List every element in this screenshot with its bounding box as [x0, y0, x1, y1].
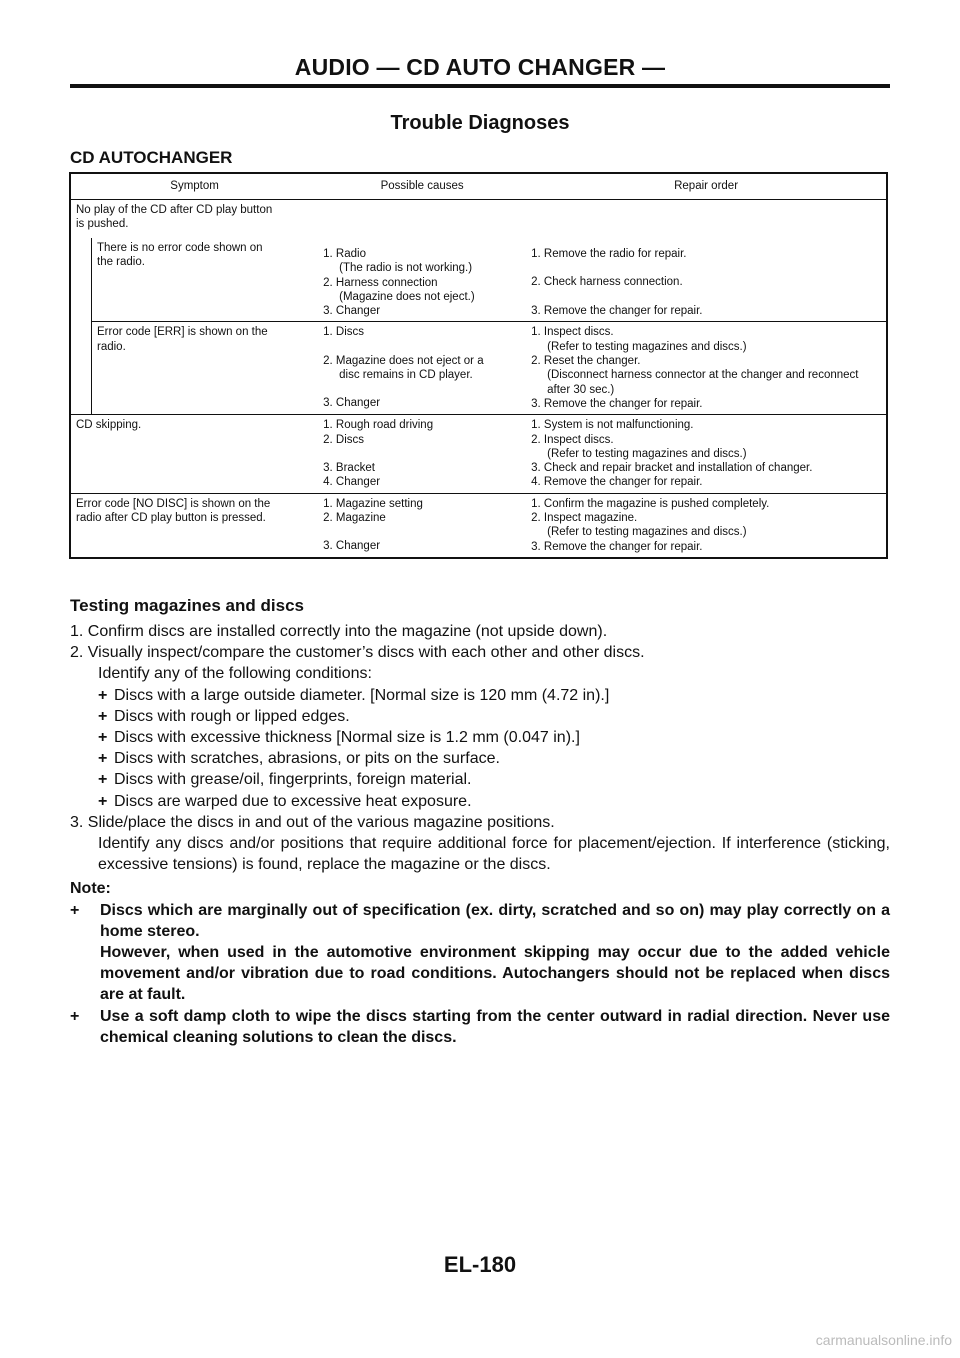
repair-text: 1. Inspect discs. [531, 326, 614, 339]
cause-text: 3. Changer [323, 397, 381, 410]
note-label: Note: [70, 880, 111, 898]
cause-text: 2. Magazine does not eject or a [323, 354, 484, 367]
sub-symptom-cell [92, 238, 319, 322]
symptom-cell [70, 415, 318, 493]
page-header-title: AUDIO — CD AUTO CHANGER — [294, 54, 666, 80]
step-subtext: Identify any of the following conditions: [98, 665, 372, 683]
bullet-text: Discs with excessive thickness [Normal size is 1.2 mm (0.047 in).] [114, 729, 580, 747]
symptom-text: There is no error code shown on [97, 241, 263, 254]
bullet-mark: + [98, 707, 108, 725]
cause-text: (Magazine does not eject.) [339, 290, 475, 303]
watermark: carmanualsonline.info [815, 1332, 952, 1348]
causes-cell [318, 415, 526, 493]
repair-cell [526, 200, 887, 322]
note-text: Discs which are marginally out of specification (ex. dirty, scratched and so on) may play correctly on a home stereo. [100, 901, 890, 940]
symptom-text: Error code [NO DISC] is shown on the [76, 497, 271, 510]
cause-text: (The radio is not working.) [339, 262, 473, 275]
cause-text: 2. Harness connection [323, 276, 438, 289]
table-row [70, 415, 887, 493]
symptom-text: CD skipping. [76, 419, 142, 432]
sub-symptom-cell [92, 322, 319, 415]
bullet-mark: + [98, 792, 108, 810]
symptom-text: radio after CD play button is pressed. [76, 512, 266, 525]
repair-text: 3. Check and repair bracket and installation of changer. [531, 462, 813, 475]
list-item [70, 748, 890, 769]
list-item [70, 791, 890, 812]
cause-text: 2. Magazine [323, 512, 386, 525]
causes-cell [318, 322, 526, 415]
note-item [70, 900, 890, 1006]
trouble-diagnoses-table [69, 172, 888, 559]
list-item [70, 769, 890, 790]
symptom-cell [70, 200, 318, 238]
bullet-text: Discs with grease/oil, fingerprints, foreign material. [114, 771, 472, 789]
cause-text: 4. Changer [323, 476, 381, 489]
step-text: 1. Confirm discs are installed correctly into the magazine (not upside down). [70, 623, 608, 640]
symptom-text: the radio. [97, 255, 145, 268]
bullet-text: Discs with a large outside diameter. [Normal size is 120 mm (4.72 in).] [114, 686, 610, 704]
repair-text: (Disconnect harness connector at the changer and reconnect [547, 369, 859, 382]
repair-text: 2. Reset the changer. [531, 355, 641, 368]
bullet-mark: + [98, 750, 108, 768]
symptom-text: Error code [ERR] is shown on the [97, 326, 268, 339]
testing-procedure [70, 621, 890, 1048]
bullet-mark: + [70, 901, 80, 919]
header-repair-order: Repair order [526, 173, 887, 200]
note-item [70, 1006, 890, 1048]
symptom-cell [70, 493, 318, 558]
header-rule [70, 84, 890, 88]
list-item [70, 727, 890, 748]
cause-text: 3. Changer [323, 540, 381, 553]
repair-cell [526, 493, 887, 558]
repair-text: 4. Remove the changer for repair. [531, 476, 703, 489]
symptom-text: is pushed. [76, 218, 129, 231]
step-text: 2. Visually inspect/compare the customer’s discs with each other and other discs. [70, 644, 645, 662]
header-possible-causes: Possible causes [318, 173, 526, 200]
subsection-heading: Testing magazines and discs [70, 596, 304, 615]
step-text: 3. Slide/place the discs in and out of the various magazine positions. [70, 813, 555, 831]
repair-cell [526, 415, 887, 493]
bullet-text: Discs with scratches, abrasions, or pits on the surface. [114, 750, 500, 768]
step-subtext: Identify any discs and/or positions that require additional force for placement/ejection. If interference (sticking, excessive tensions) is found, replace the magazine or the discs. [98, 835, 890, 874]
repair-text: (Refer to testing magazines and discs.) [547, 340, 747, 353]
bullet-text: Discs are warped due to excessive heat exposure. [114, 792, 472, 810]
bullet-mark: + [98, 729, 108, 747]
cause-text: disc remains in CD player. [339, 369, 473, 382]
page-title: Trouble Diagnoses [390, 112, 570, 134]
causes-cell [318, 200, 526, 322]
note-text: Use a soft damp cloth to wipe the discs starting from the center outward in radial direction. Never use chemical cleaning solutions to clean the discs. [100, 1007, 890, 1046]
repair-text: 3. Remove the changer for repair. [531, 540, 703, 553]
list-item [70, 706, 890, 727]
repair-text: 1. Remove the radio for repair. [531, 248, 687, 260]
cause-text: 1. Discs [323, 326, 365, 339]
cause-text: 1. Radio [323, 248, 366, 260]
page-number: EL-180 [443, 1252, 517, 1277]
causes-cell [318, 493, 526, 558]
repair-text: 1. Confirm the magazine is pushed completely. [531, 497, 770, 510]
repair-text: 2. Inspect magazine. [531, 512, 638, 525]
table-header-row [70, 173, 887, 200]
repair-text: after 30 sec.) [547, 383, 615, 396]
cause-text: 2. Discs [323, 433, 365, 446]
repair-text: 3. Remove the changer for repair. [531, 397, 703, 410]
cause-text: 1. Magazine setting [323, 497, 423, 510]
note-text: However, when used in the automotive environment skipping may occur due to the added vehicle movement and/or vibration due to road conditions. Autochangers should not be replaced when discs are at fault. [100, 944, 890, 1004]
symptom-text: No play of the CD after CD play button [76, 204, 273, 216]
section-heading: CD AUTOCHANGER [70, 148, 233, 167]
cause-text: 3. Bracket [323, 461, 375, 474]
bullet-mark: + [70, 1007, 80, 1025]
table-row [70, 200, 887, 238]
cause-text: 1. Rough road driving [323, 419, 434, 432]
bullet-mark: + [98, 686, 108, 704]
repair-text: 2. Check harness connection. [531, 276, 683, 289]
repair-text: 3. Remove the changer for repair. [531, 304, 703, 317]
bullet-text: Discs with rough or lipped edges. [114, 707, 350, 725]
header-symptom: Symptom [70, 173, 318, 200]
table-row [70, 493, 887, 558]
symptom-text: radio. [97, 340, 126, 353]
repair-cell [526, 322, 887, 415]
list-item [70, 685, 890, 706]
repair-text: (Refer to testing magazines and discs.) [547, 526, 747, 539]
repair-text: 1. System is not malfunctioning. [531, 419, 694, 432]
repair-text: (Refer to testing magazines and discs.) [547, 447, 747, 460]
bullet-mark: + [98, 771, 108, 789]
table-row [70, 322, 887, 415]
cause-text: 3. Changer [323, 305, 381, 318]
repair-text: 2. Inspect discs. [531, 433, 614, 446]
